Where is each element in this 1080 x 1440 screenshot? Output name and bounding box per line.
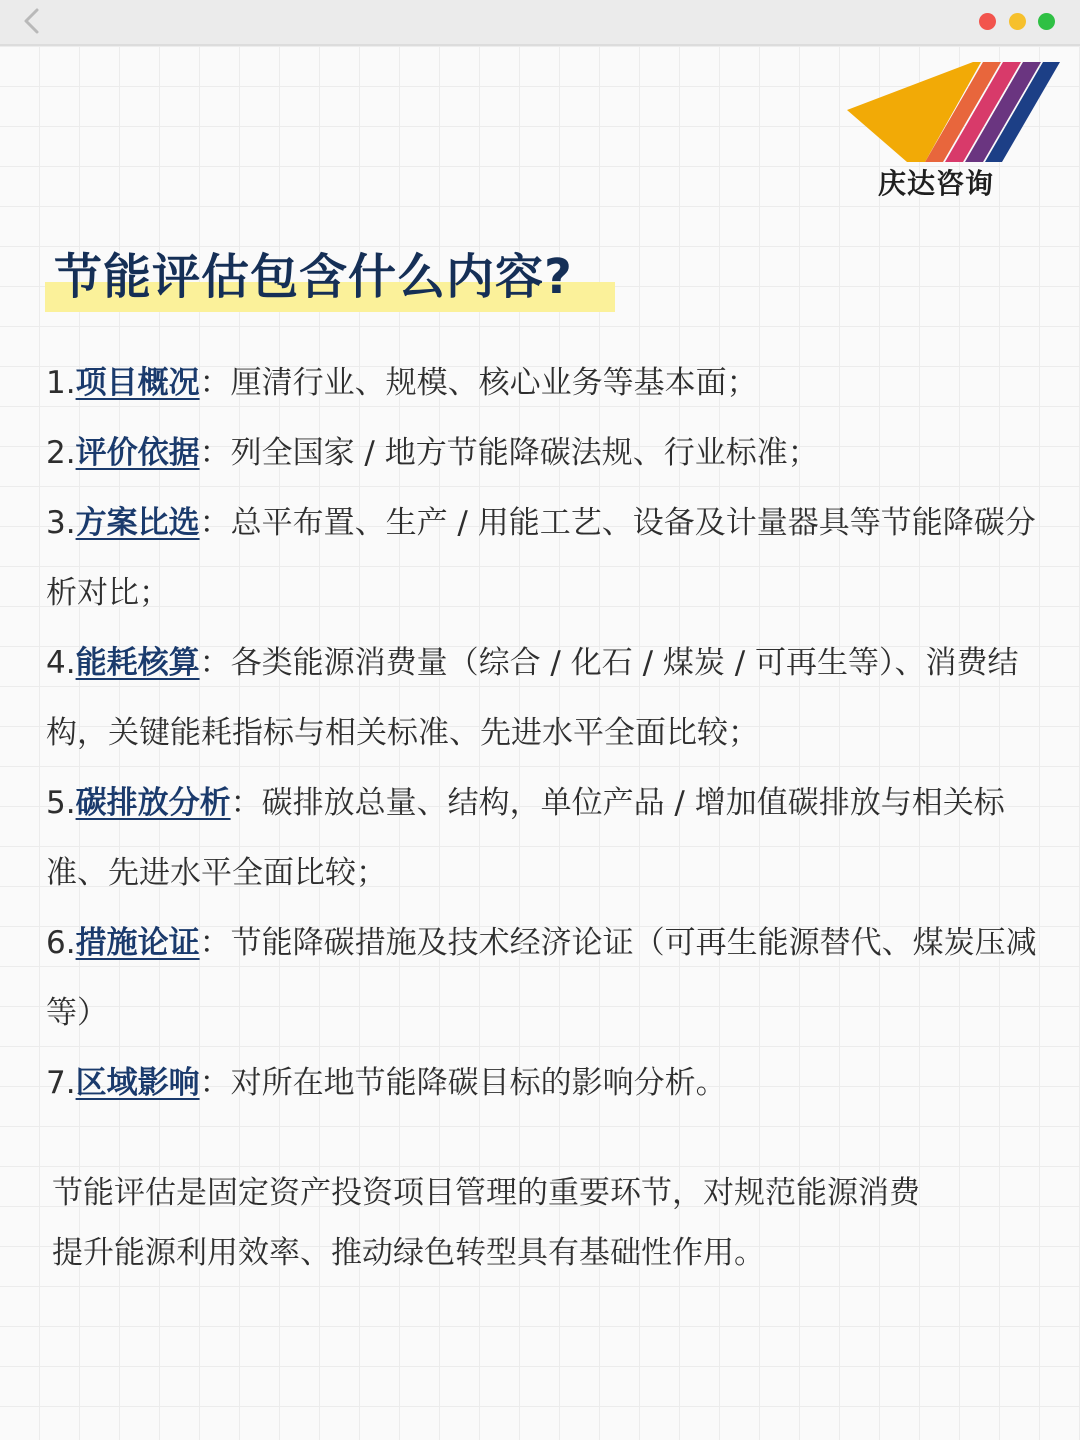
brand-name: 庆达咨询 (878, 167, 995, 200)
item-separator: ： (199, 505, 231, 541)
item-description: 碳排放总量、结构，单位产品 / 增加值碳排放与相关标准、先进水平全面比较； (46, 785, 1005, 891)
item-number: 4. (46, 645, 76, 681)
item-separator: ： (199, 435, 231, 471)
window-titlebar (0, 0, 1080, 46)
list-item (46, 908, 1046, 1048)
list-item (46, 418, 1046, 488)
chevron-left-icon[interactable] (18, 6, 48, 36)
item-keyword: 碳排放分析 (75, 785, 231, 821)
item-separator: ： (199, 645, 231, 681)
item-description: 厘清行业、规模、核心业务等基本面； (230, 365, 758, 401)
page-title: 节能评估包含什么内容? (54, 249, 573, 305)
content-list (46, 348, 1046, 1118)
item-separator: ： (199, 365, 231, 401)
brand-logo (845, 58, 1060, 163)
list-item (46, 1048, 1046, 1118)
item-keyword: 区域影响 (75, 1065, 200, 1101)
item-description: 节能降碳措施及技术经济论证（可再生能源替代、煤炭压减等） (46, 925, 1037, 1031)
list-item (46, 348, 1046, 418)
zoom-window-button[interactable] (1038, 13, 1055, 30)
item-number: 7. (46, 1065, 76, 1101)
item-description: 总平布置、生产 / 用能工艺、设备及计量器具等节能降碳分析对比； (46, 505, 1036, 611)
item-number: 6. (46, 925, 76, 961)
list-item (46, 628, 1046, 768)
item-keyword: 方案比选 (75, 505, 200, 541)
item-separator: ： (199, 1065, 231, 1101)
item-keyword: 能耗核算 (75, 645, 200, 681)
list-item (46, 488, 1046, 628)
item-number: 2. (46, 435, 76, 471)
list-item (46, 768, 1046, 908)
item-number: 1. (46, 365, 76, 401)
item-description: 列全国家 / 地方节能降碳法规、行业标准； (230, 435, 819, 471)
close-window-button[interactable] (979, 13, 996, 30)
item-number: 3. (46, 505, 76, 541)
title-block (45, 244, 573, 310)
item-separator: ： (199, 925, 231, 961)
item-number: 5. (46, 785, 76, 821)
summary-line: 节能评估是固定资产投资项目管理的重要环节，对规范能源消费 (52, 1175, 920, 1211)
item-description: 各类能源消费量（综合 / 化石 / 煤炭 / 可再生等）、消费结构，关键能耗指标与相关标准、先进水平全面比较； (46, 645, 1019, 751)
item-keyword: 项目概况 (75, 365, 200, 401)
summary-line: 提升能源利用效率、推动绿色转型具有基础性作用。 (52, 1235, 765, 1271)
item-description: 对所在地节能降碳目标的影响分析。 (230, 1065, 727, 1101)
minimize-window-button[interactable] (1009, 13, 1026, 30)
item-keyword: 评价依据 (75, 435, 200, 471)
summary-paragraph (52, 1163, 1042, 1283)
item-keyword: 措施论证 (75, 925, 200, 961)
item-separator: ： (230, 785, 262, 821)
